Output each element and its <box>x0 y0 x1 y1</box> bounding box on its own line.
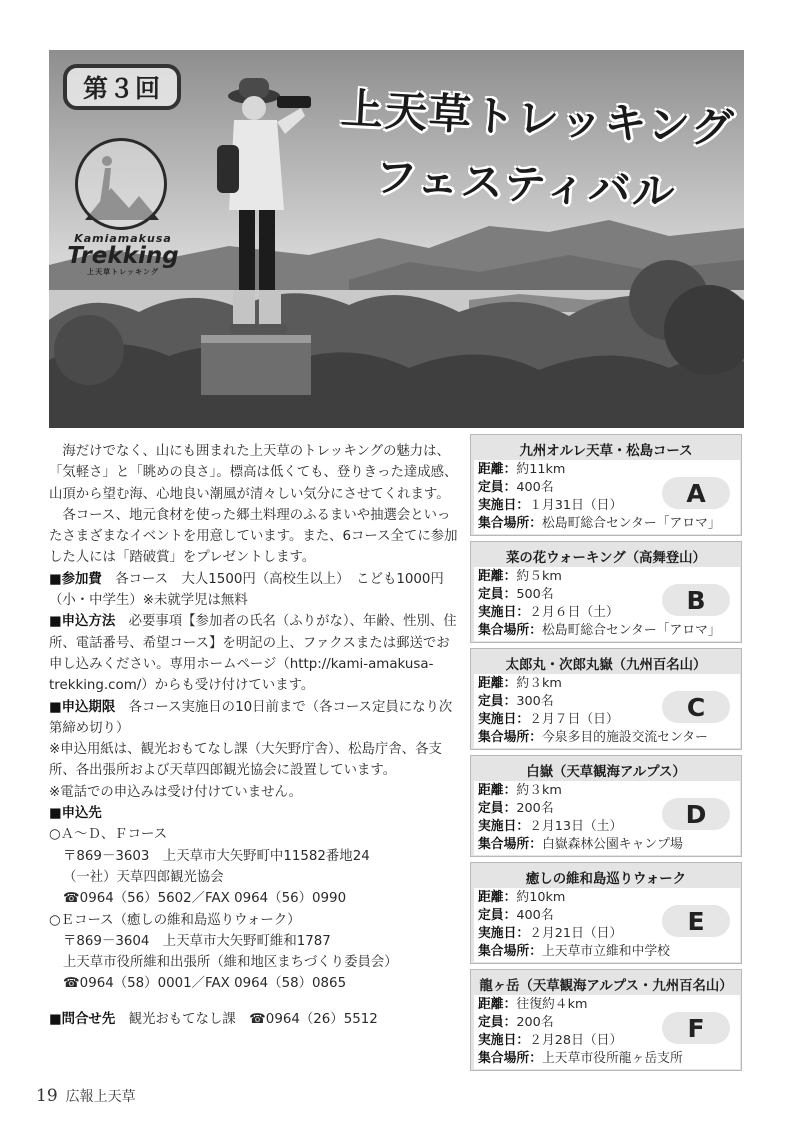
page-number: 19 <box>36 1086 58 1106</box>
logo-line1: Kamiamakusa <box>74 232 172 245</box>
course-name: 癒しの維和島巡りウォーク <box>525 872 687 887</box>
distance-value: 約５km <box>516 569 562 584</box>
apply-group1-line3: ☎0964（56）5602／FAX 0964（56）0990 <box>63 891 347 907</box>
course-details <box>474 460 740 534</box>
course-letter-badge: B <box>662 584 730 616</box>
distance-label: 距離： <box>478 569 517 584</box>
course-meeting-row <box>478 515 740 533</box>
deadline-section <box>49 697 459 740</box>
course-name: 九州オルレ天草・松島コース <box>519 444 693 459</box>
logo-line2: Trekking <box>67 243 179 269</box>
meeting-label: 集合場所： <box>478 516 542 531</box>
date-value: ２月７日（日） <box>529 712 619 727</box>
intro-paragraph-2: 各コース、地元食材を使った郷土料理のふるまいや抽選会といったさまざまなイベントを用意しています。また、6コース全てに参加した人には「踏破賞」をプレゼントします。 <box>49 507 458 566</box>
course-card-d <box>470 755 742 857</box>
date-label: 実施日： <box>478 712 530 727</box>
hero-photo <box>49 50 744 428</box>
contact-text: 観光おもてなし課 ☎0964（26）5512 <box>128 1011 378 1027</box>
note-2: ※電話での申込みは受け付けていません。 <box>49 784 303 800</box>
capacity-label: 定員： <box>478 908 517 923</box>
apply-to-label: ■申込先 <box>49 806 102 822</box>
distance-label: 距離： <box>478 462 517 477</box>
date-value: ２月28日（日） <box>529 1033 623 1048</box>
apply-group2-line3: ☎0964（58）0001／FAX 0964（58）0865 <box>63 976 347 992</box>
course-letter-badge: D <box>662 798 730 830</box>
course-letter-badge: C <box>662 691 730 723</box>
meeting-value: 松島町総合センター「アロマ」 <box>541 623 721 638</box>
course-card-a <box>470 434 742 536</box>
capacity-value: 400名 <box>516 908 554 923</box>
distance-value: 往復約４km <box>516 997 588 1012</box>
apply-method-text: 必要事項【参加者の氏名（ふりがな）、年齢、性別、住所、電話番号、希望コース】を明記の上、ファクスまたは郵送でお申し込みください。専用ホームページ（http://kami-amakusa-trekking.com/）からも受け付けています。 <box>49 614 457 694</box>
distance-label: 距離： <box>478 783 517 798</box>
capacity-value: 200名 <box>516 1015 554 1030</box>
trekking-logo-icon <box>75 138 167 230</box>
course-name: 龍ヶ岳（天草観海アルプス・九州百名山） <box>479 979 733 994</box>
date-value: ２月６日（土） <box>529 605 619 620</box>
distance-value: 約３km <box>516 783 562 798</box>
date-label: 実施日： <box>478 498 530 513</box>
event-title-line2: フェスティバル <box>373 152 678 217</box>
deadline-label: ■申込期限 <box>49 699 116 715</box>
fee-text: 各コース 大人1500円（高校生以上） こども1000円（小・中学生）※未就学児は無料 <box>49 571 444 609</box>
course-letter-badge: A <box>662 477 730 509</box>
capacity-label: 定員： <box>478 801 517 816</box>
date-label: 実施日： <box>478 605 530 620</box>
spacer <box>49 995 459 1009</box>
course-meeting-row <box>478 622 740 640</box>
course-details <box>474 781 740 855</box>
course-details <box>474 888 740 962</box>
meeting-value: 松島町総合センター「アロマ」 <box>541 516 721 531</box>
apply-group2-line1: 〒869－3604 上天草市大矢野町維和1787 <box>63 933 331 949</box>
contact-label: ■問合せ先 <box>49 1011 116 1027</box>
course-meeting-row <box>478 836 740 854</box>
capacity-value: 500名 <box>516 587 554 602</box>
date-label: 実施日： <box>478 1033 530 1048</box>
capacity-value: 400名 <box>516 480 554 495</box>
meeting-value: 今泉多目的施設交流センター <box>541 730 708 745</box>
event-number-badge: 第３回 <box>63 64 181 110</box>
capacity-label: 定員： <box>478 694 517 709</box>
apply-group2-head: ○Ｅコース（癒しの維和島巡りウォーク） <box>49 912 301 928</box>
distance-label: 距離： <box>478 997 517 1012</box>
apply-group1-line1: 〒869－3603 上天草市大矢野町中11582番地24 <box>63 848 370 864</box>
distance-value: 約10km <box>516 890 566 905</box>
distance-value: 約３km <box>516 676 562 691</box>
note-1: ※申込用紙は、観光おもてなし課（大矢野庁舎）、松島庁舎、各支所、各出張所および天草四郎観光協会に設置しています。 <box>49 742 442 779</box>
meeting-label: 集合場所： <box>478 944 542 959</box>
course-name: 太郎丸・次郎丸嶽（九州百名山） <box>505 658 707 673</box>
course-meeting-row <box>478 729 740 747</box>
fee-spacer <box>102 572 115 587</box>
capacity-value: 300名 <box>516 694 554 709</box>
apply-method-spacer <box>115 614 128 629</box>
fee-label: ■参加費 <box>49 571 102 587</box>
date-label: 実施日： <box>478 819 530 834</box>
event-title-line1: 上天草トレッキング <box>339 83 737 154</box>
capacity-label: 定員： <box>478 1015 517 1030</box>
meeting-value: 白嶽森林公園キャンプ場 <box>541 837 683 852</box>
date-value: １月31日（日） <box>529 498 623 513</box>
course-details <box>474 674 740 748</box>
meeting-value: 上天草市役所龍ヶ岳支所 <box>541 1051 683 1066</box>
course-letter-badge: E <box>662 905 730 937</box>
apply-group1-line2: （一社）天草四郎観光協会 <box>63 869 224 885</box>
meeting-label: 集合場所： <box>478 623 542 638</box>
course-meeting-row <box>478 1050 740 1068</box>
apply-group1-head: ○Ａ～Ｄ、Ｆコース <box>49 827 168 843</box>
course-list <box>470 434 742 1076</box>
meeting-label: 集合場所： <box>478 1051 542 1066</box>
course-card-e <box>470 862 742 964</box>
contact-spacer <box>115 1012 128 1027</box>
date-label: 実施日： <box>478 926 530 941</box>
capacity-value: 200名 <box>516 801 554 816</box>
meeting-value: 上天草市立維和中学校 <box>541 944 670 959</box>
course-card-f <box>470 969 742 1071</box>
apply-group2-line2: 上天草市役所維和出張所（維和地区まちづくり委員会） <box>63 955 398 971</box>
apply-method-section <box>49 611 459 696</box>
capacity-label: 定員： <box>478 587 517 602</box>
trekking-logo <box>63 232 183 277</box>
capacity-label: 定員： <box>478 480 517 495</box>
course-name: 白嶽（天草観海アルプス） <box>526 765 686 780</box>
apply-method-label: ■申込方法 <box>49 614 116 630</box>
fee-section <box>49 569 459 612</box>
meeting-label: 集合場所： <box>478 837 542 852</box>
course-meeting-row <box>478 943 740 961</box>
distance-value: 約11km <box>516 462 566 477</box>
intro-paragraph-1: 海だけでなく、山にも囲まれた上天草のトレッキングの魅力は、「気軽さ」と「眺めの良さ」。標高は低くても、登りきった達成感、山頂から望む海、心地良い潮風が清々しい気分にさせてくれます。 <box>49 444 458 502</box>
course-letter-badge: F <box>662 1012 730 1044</box>
contact-section <box>49 1009 459 1030</box>
publication-name: 広報上天草 <box>65 1089 136 1105</box>
course-name: 菜の花ウォーキング（高舞登山） <box>506 551 706 566</box>
deadline-text: 各コース実施日の10日前まで（各コース定員になり次第締め切り） <box>49 699 453 736</box>
date-value: ２月13日（土） <box>529 819 623 834</box>
course-details <box>474 567 740 641</box>
course-details <box>474 995 740 1069</box>
deadline-spacer <box>115 700 128 715</box>
distance-label: 距離： <box>478 676 517 691</box>
distance-label: 距離： <box>478 890 517 905</box>
page-footer <box>36 1086 136 1106</box>
article-body <box>49 441 459 1030</box>
course-card-c <box>470 648 742 750</box>
meeting-label: 集合場所： <box>478 730 542 745</box>
course-card-b <box>470 541 742 643</box>
date-value: ２月21日（日） <box>529 926 623 941</box>
logo-line3: 上天草トレッキング <box>87 268 159 276</box>
